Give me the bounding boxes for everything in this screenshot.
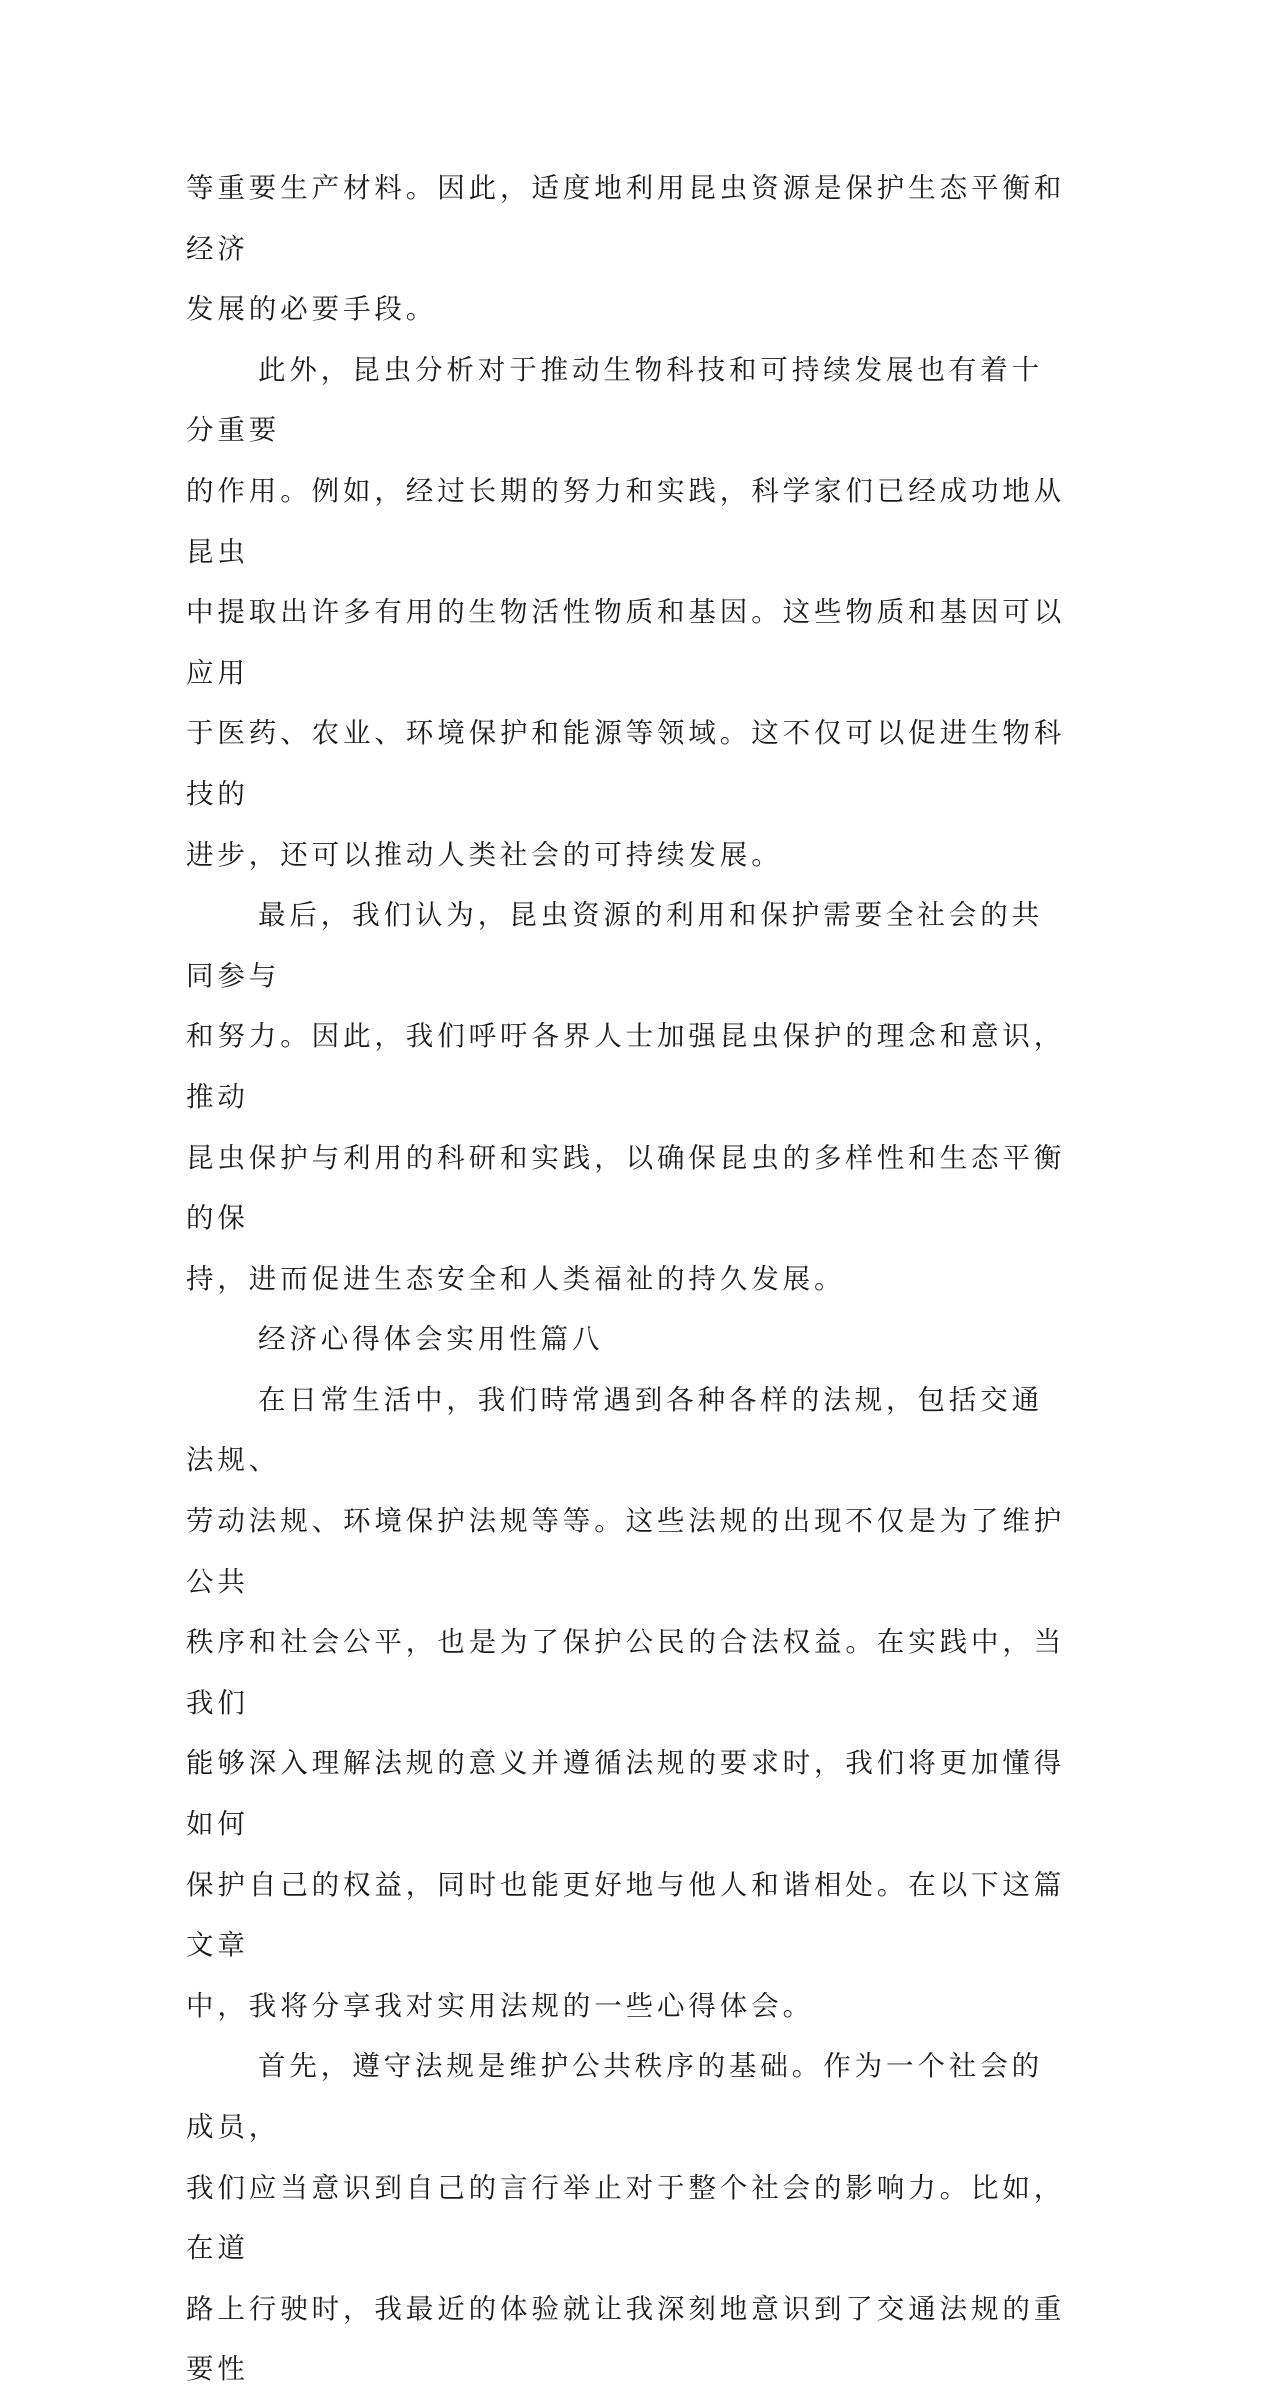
paragraph-1: 等重要生产材料。因此，适度地利用昆虫资源是保护生态平衡和经济 发展的必要手段。: [186, 172, 1066, 326]
paragraph-2: 此外，昆虫分析对于推动生物科技和可持续发展也有着十分重要 的作用。例如，经过长期的努力和实践，科学家们已经成功地从昆虫 中提取出许多有用的生物活性物质和基因。这些物质和基因可以应用 于医药、农业、环境保护和能源等领域。这不仅可以促进生物科技的 进步，还可以推动人类社会的可持续发展。: [186, 353, 1066, 871]
section-heading: 经济心得体会实用性篇八: [258, 1323, 604, 1356]
paragraph-5: 首先，遵守法规是维护公共秩序的基础。作为一个社会的成员， 我们应当意识到自己的言行举止对于整个社会的影响力。比如，在道 路上行驶时，我最近的体验就让我深刻地意识到了交通法规的重要性: [186, 2050, 1066, 2386]
document-body: [186, 158, 1066, 2400]
paragraph-4: 在日常生活中，我们時常遇到各种各样的法规，包括交通法规、 劳动法规、环境保护法规等等。这些法规的出现不仅是为了维护公共 秩序和社会公平，也是为了保护公民的合法权益。在实践中，当我们 能够深入理解法规的意义并遵循法规的要求时，我们将更加懂得如何 保护自己的权益，同时也能更好地与他人和谐相处。在以下这篇文章 中，我将分享我对实用法规的一些心得体会。: [186, 1383, 1066, 2022]
paragraph-3: 最后，我们认为，昆虫资源的利用和保护需要全社会的共同参与 和努力。因此，我们呼吁各界人士加强昆虫保护的理念和意识，推动 昆虫保护与利用的科研和实践，以确保昆虫的多样性和生态平衡的保 持，进而促进生态安全和人类福祉的持久发展。: [186, 899, 1066, 1295]
